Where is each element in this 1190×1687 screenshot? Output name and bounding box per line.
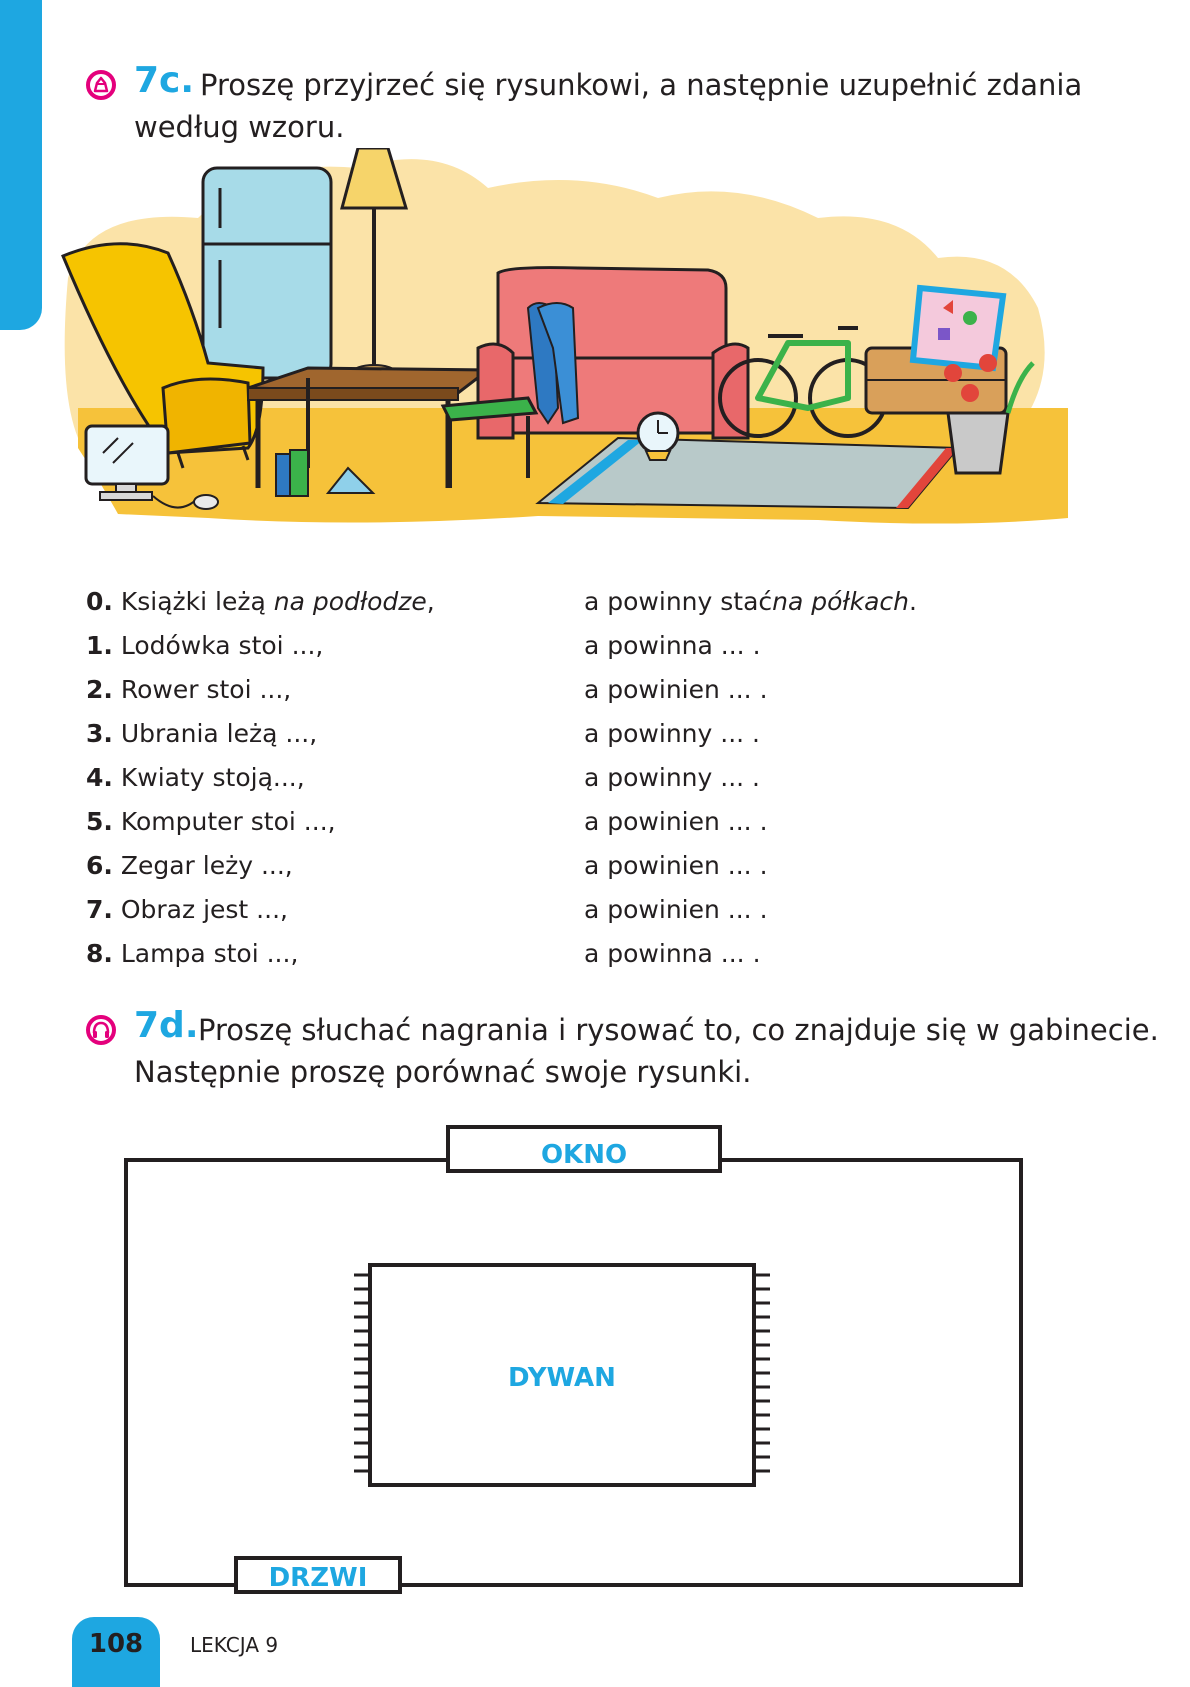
headphones-icon	[86, 1015, 116, 1045]
row-number: 2.	[86, 675, 113, 704]
row-number: 6.	[86, 851, 113, 880]
rug-label: DYWAN	[508, 1363, 616, 1393]
row-left: Komputer stoi ...,	[120, 807, 336, 836]
row-right: a powinien ... .	[584, 895, 768, 924]
row-right: a powinna ... .	[584, 939, 761, 968]
row-right-italic: na półkach	[772, 587, 909, 616]
row-number: 3.	[86, 719, 113, 748]
row-left: Lampa stoi ...,	[120, 939, 299, 968]
lesson-label: LEKCJA 9	[190, 1633, 279, 1657]
row-right: a powinny stać	[584, 587, 773, 616]
row-number: 5.	[86, 807, 113, 836]
exercise-number: 7c.	[134, 60, 195, 101]
instruction-line-2: według wzoru.	[134, 110, 345, 144]
row-left: Obraz jest ...,	[120, 895, 288, 924]
row-left-end: ,	[426, 587, 435, 616]
floor-plan	[118, 1125, 1028, 1595]
row-right-end: .	[909, 587, 917, 616]
row-left: Książki leżą	[120, 587, 274, 616]
row-right: a powinien ... .	[584, 851, 768, 880]
row-left-italic: na podłodze	[273, 587, 427, 616]
row-right: a powinny ... .	[584, 719, 760, 748]
row-number: 4.	[86, 763, 113, 792]
row-right: a powinien ... .	[584, 675, 768, 704]
row-right: a powinna ... .	[584, 631, 761, 660]
instruction-line-1: Proszę przyjrzeć się rysunkowi, a następnie uzupełnić zdania	[200, 68, 1083, 102]
row-left: Lodówka stoi ...,	[120, 631, 324, 660]
room-illustration	[58, 148, 1092, 568]
page-number-tab	[72, 1617, 160, 1687]
row-left: Zegar leży ...,	[120, 851, 293, 880]
side-tab	[0, 0, 42, 330]
door-label: DRZWI	[268, 1563, 368, 1593]
row-left: Ubrania leżą ...,	[120, 719, 318, 748]
instruction-line-2: Następnie proszę porównać swoje rysunki.	[134, 1055, 752, 1089]
row-number: 7.	[86, 895, 113, 924]
exercise-number: 7d.	[134, 1005, 199, 1046]
floor-plan-drawing	[118, 1125, 1028, 1595]
page-number: 108	[88, 1629, 144, 1659]
row-right: a powinny ... .	[584, 763, 760, 792]
fridge	[203, 168, 331, 378]
row-number: 0.	[86, 587, 113, 616]
row-left: Rower stoi ...,	[120, 675, 292, 704]
instruction-line-1: Proszę słuchać nagrania i rysować to, co znajduje się w gabinecie.	[198, 1013, 1159, 1047]
row-number: 8.	[86, 939, 113, 968]
row-left: Kwiaty stoją...,	[120, 763, 305, 792]
window-label: OKNO	[540, 1140, 628, 1170]
row-right: a powinien ... .	[584, 807, 768, 836]
pencil-icon	[86, 70, 116, 100]
row-number: 1.	[86, 631, 113, 660]
